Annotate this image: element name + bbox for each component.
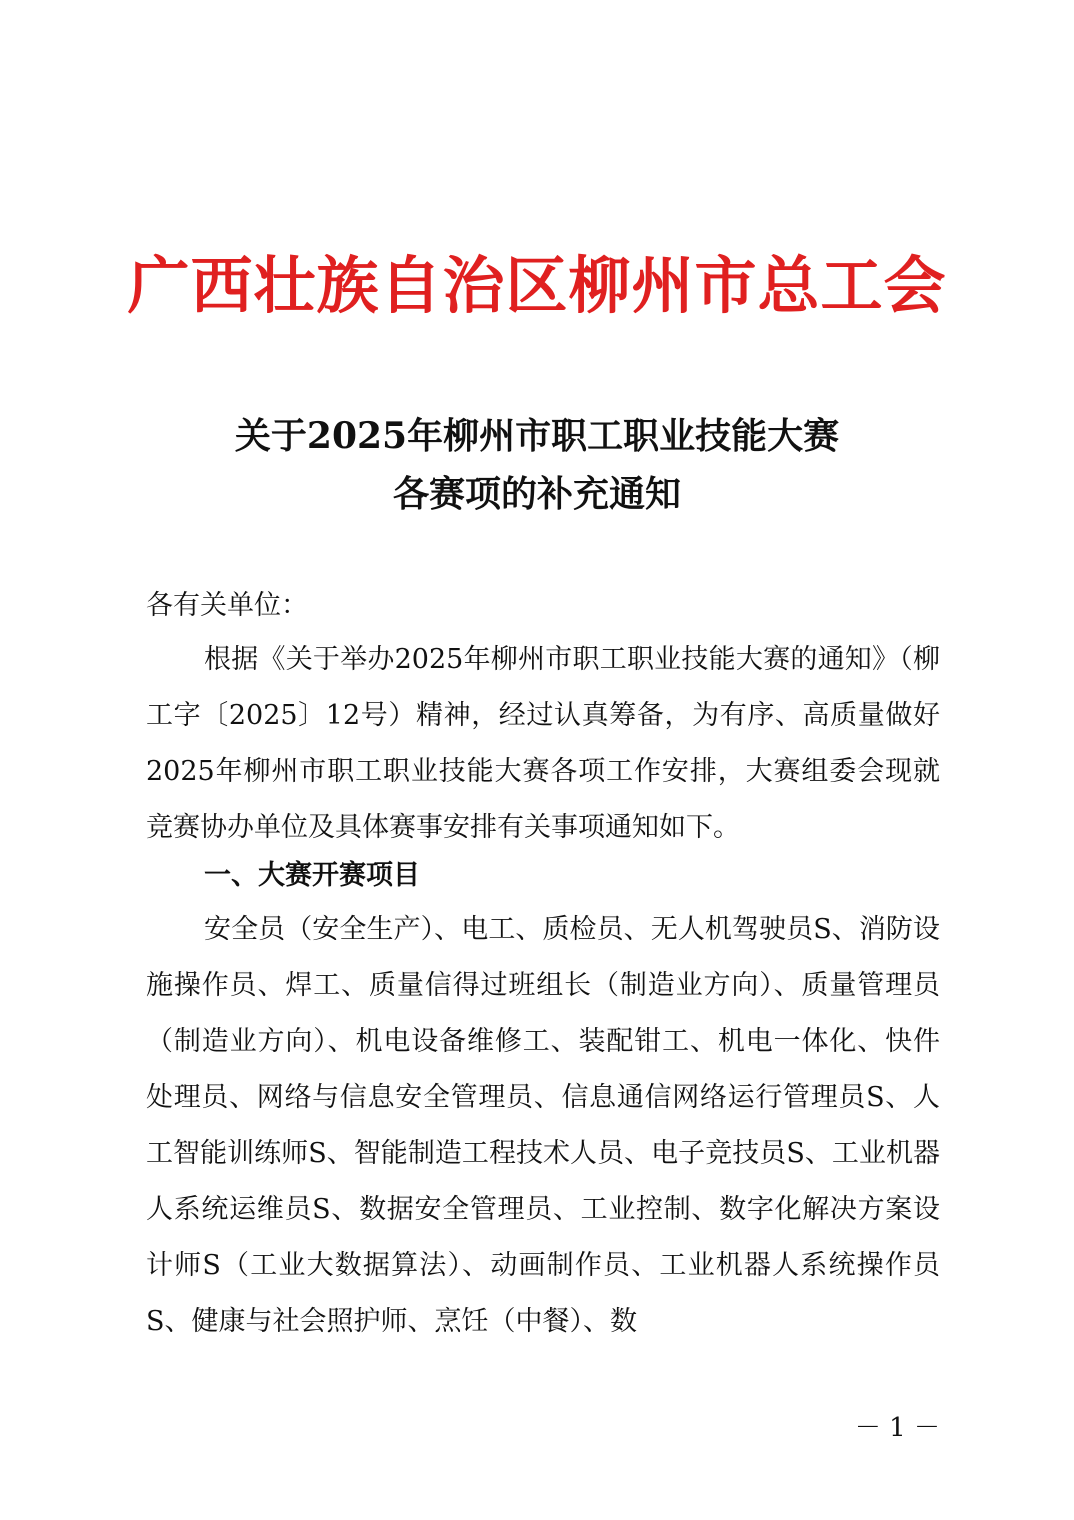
document-title-line-2: 各赛项的补充通知 <box>392 473 681 515</box>
intro-paragraph: 根据《关于举办2025年柳州市职工职业技能大赛的通知》（柳工字〔2025〕12号）精神，经过认真筹备，为有序、高质量做好2025年柳州市职工职业技能大赛各项工作安排，大赛组委会现就竞赛协办单位及具体赛事安排有关事项通知如下。 <box>146 644 940 843</box>
page-number: － 1 － <box>854 1413 940 1443</box>
document-title-line-1: 关于2025年柳州市职工职业技能大赛 <box>234 415 840 457</box>
letterhead-title: 广西壮族自治区柳州市总工会 <box>127 249 947 322</box>
section-heading-1: 一、大赛开赛项目 <box>204 860 420 891</box>
salutation: 各有关单位： <box>146 590 308 621</box>
section-1-paragraph: 安全员（安全生产）、电工、质检员、无人机驾驶员S、消防设施操作员、焊工、质量信得过班组长（制造业方向）、质量管理员（制造业方向）、机电设备维修工、装配钳工、机电一体化、快件处理员、网络与信息安全管理员、信息通信网络运行管理员S、人工智能训练师S、智能制造工程技术人员、电子竞技员S、工业机器人系统运维员S、数据安全管理员、工业控制、数字化解决方案设计师S（工业大数据算法）、动画制作员、工业机器人系统操作员S、健康与社会照护师、烹饪（中餐）、数 <box>146 914 940 1337</box>
